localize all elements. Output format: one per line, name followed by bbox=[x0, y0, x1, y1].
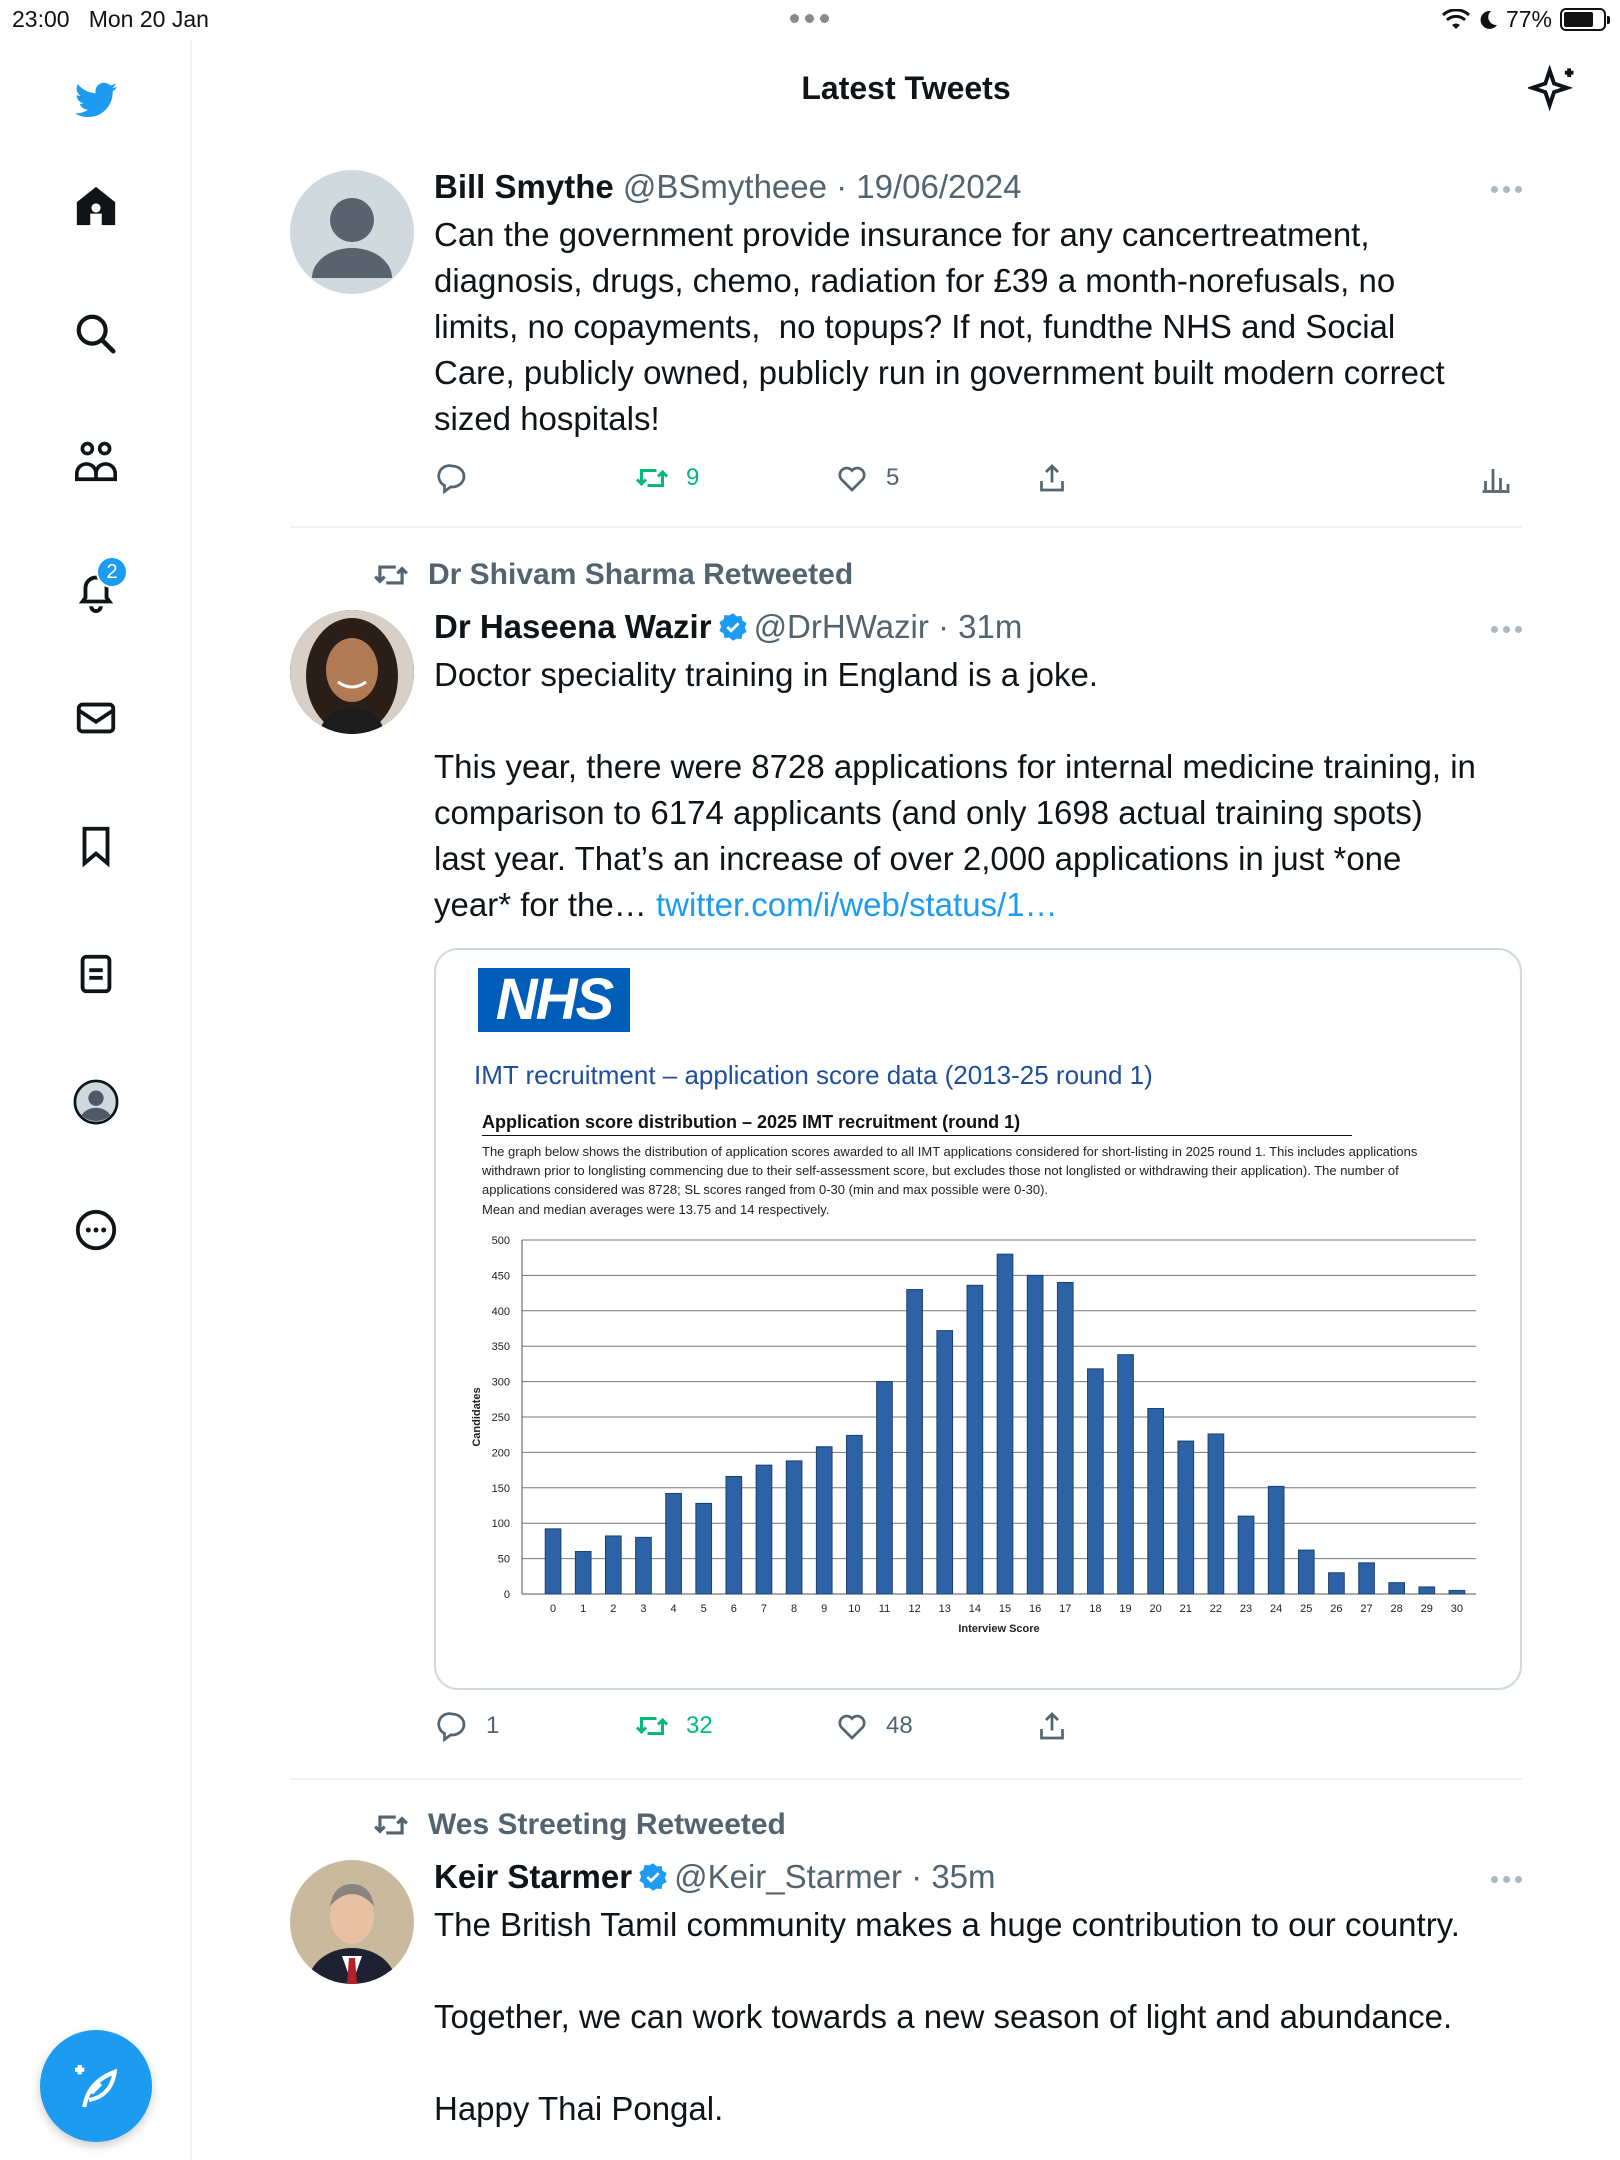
compose-tweet-button[interactable] bbox=[40, 2030, 152, 2142]
x-tick-label: 17 bbox=[1059, 1603, 1072, 1615]
score-distribution-chart bbox=[466, 1220, 1486, 1640]
battery-percent: 77% bbox=[1505, 6, 1552, 32]
reply-icon bbox=[434, 460, 470, 496]
verified-badge-icon bbox=[718, 612, 748, 642]
tweet-header bbox=[434, 168, 1522, 212]
bar-score-28 bbox=[1389, 1583, 1405, 1594]
retweet-icon bbox=[372, 556, 410, 594]
x-axis-label: Interview Score bbox=[958, 1623, 1040, 1635]
x-tick-label: 10 bbox=[848, 1603, 861, 1615]
retweet-icon bbox=[372, 1806, 410, 1844]
chart-note: The graph below shows the distribution of application scores awarded to all IMT applications considered for short-listing in 2025 round 1. This includes applications withdrawn prior to longlisting commencing due to their self-assessment score, but excludes those not longlisted or withdrawing their application). The number of applications considered was 8728; SL scores ranged from 0-30 (min and max possible were 0-30). bbox=[482, 1144, 1418, 1197]
x-tick-label: 14 bbox=[968, 1603, 981, 1615]
retweet-icon bbox=[634, 1708, 670, 1744]
x-tick-label: 26 bbox=[1330, 1603, 1343, 1615]
avatar[interactable] bbox=[290, 1860, 414, 1984]
y-tick-label: 50 bbox=[497, 1553, 510, 1566]
bar-score-8 bbox=[786, 1461, 802, 1594]
multitasking-dots[interactable] bbox=[790, 14, 829, 23]
x-tick-label: 15 bbox=[998, 1603, 1012, 1615]
chart-mean-note: Mean and median averages were 13.75 and 14 respectively. bbox=[482, 1202, 830, 1217]
bar-score-13 bbox=[937, 1331, 953, 1594]
tweet-actions bbox=[434, 1708, 1522, 1758]
communities-icon[interactable] bbox=[66, 432, 126, 492]
y-tick-label: 300 bbox=[491, 1376, 510, 1389]
x-tick-label: 7 bbox=[760, 1603, 768, 1615]
tweet-actions bbox=[434, 460, 1522, 510]
tweet-text: The British Tamil community makes a huge contribution to our country. Together, we can work towards a new season of light and abundance. Happy Thai Pongal. bbox=[434, 1906, 1460, 2127]
x-tick-label: 12 bbox=[908, 1603, 921, 1615]
x-tick-label: 29 bbox=[1420, 1603, 1433, 1615]
tweet-text: Doctor speciality training in England is a joke. This year, there were 8728 applications for internal medicine training, in comparison to 6174 applicants (and only 1698 actual training spots) last year. That’s an increase of over 2,000 applications in just *one year* for the… twitter.com/i/web/status/1… bbox=[434, 656, 1476, 923]
x-tick-label: 1 bbox=[580, 1603, 587, 1615]
bar-score-6 bbox=[726, 1476, 742, 1594]
x-tick-label: 18 bbox=[1089, 1603, 1102, 1615]
notification-badge: 2 bbox=[96, 556, 128, 588]
author-meta: @Keir_Starmer · 35m bbox=[674, 1858, 996, 1895]
home-icon[interactable] bbox=[66, 176, 126, 236]
profile-icon[interactable] bbox=[66, 1072, 126, 1132]
bar-score-17 bbox=[1057, 1282, 1073, 1594]
heart-icon bbox=[834, 1708, 870, 1744]
x-tick-label: 20 bbox=[1149, 1603, 1162, 1615]
battery-icon bbox=[1560, 8, 1606, 31]
x-tick-label: 0 bbox=[550, 1603, 557, 1615]
compose-feather-icon bbox=[68, 2058, 124, 2114]
bar-score-2 bbox=[605, 1536, 621, 1594]
twitter-bird-icon[interactable] bbox=[66, 70, 126, 130]
author-name[interactable]: Bill Smythe bbox=[434, 168, 614, 205]
bar-score-0 bbox=[545, 1529, 561, 1594]
bar-score-27 bbox=[1359, 1563, 1375, 1594]
bar-score-20 bbox=[1148, 1409, 1164, 1594]
nhs-logo: NHS bbox=[478, 968, 630, 1032]
author-meta: @DrHWazir · 31m bbox=[753, 608, 1023, 645]
messages-icon[interactable] bbox=[66, 688, 126, 748]
bar-score-21 bbox=[1178, 1441, 1194, 1594]
author-name[interactable]: Keir Starmer bbox=[434, 1858, 633, 1895]
bar-score-23 bbox=[1238, 1516, 1254, 1594]
x-tick-label: 4 bbox=[670, 1603, 677, 1615]
status-time: 23:00 Mon 20 Jan bbox=[12, 6, 209, 32]
tweet-media-image[interactable] bbox=[434, 948, 1522, 1690]
bar-score-14 bbox=[967, 1285, 983, 1594]
y-tick-label: 500 bbox=[491, 1235, 510, 1247]
sparkle-icon[interactable] bbox=[1528, 64, 1580, 116]
sidebar bbox=[0, 40, 192, 2160]
x-tick-label: 21 bbox=[1179, 1603, 1192, 1615]
reply-button[interactable]: 1 bbox=[434, 1708, 499, 1744]
moon-icon bbox=[1478, 9, 1498, 31]
more-icon[interactable] bbox=[66, 1200, 126, 1260]
x-tick-label: 30 bbox=[1450, 1603, 1464, 1615]
x-tick-label: 16 bbox=[1029, 1603, 1042, 1615]
bar-score-15 bbox=[997, 1254, 1013, 1594]
bar-score-11 bbox=[877, 1382, 893, 1594]
x-tick-label: 27 bbox=[1360, 1603, 1373, 1615]
bar-score-24 bbox=[1268, 1486, 1284, 1594]
x-tick-label: 5 bbox=[700, 1603, 707, 1615]
more-options-icon[interactable] bbox=[1491, 186, 1522, 193]
x-tick-label: 24 bbox=[1270, 1603, 1283, 1615]
search-icon[interactable] bbox=[66, 304, 126, 364]
bar-score-16 bbox=[1027, 1275, 1043, 1594]
media-heading: IMT recruitment – application score data (2013-25 round 1) bbox=[474, 1060, 1153, 1090]
like-button[interactable]: 48 bbox=[834, 1708, 913, 1744]
analytics-button[interactable] bbox=[1478, 460, 1514, 496]
x-tick-label: 6 bbox=[730, 1603, 737, 1615]
y-tick-label: 0 bbox=[503, 1589, 510, 1601]
share-icon bbox=[1034, 1708, 1070, 1744]
reply-icon bbox=[434, 1708, 470, 1744]
x-tick-label: 23 bbox=[1239, 1603, 1253, 1615]
bar-score-5 bbox=[696, 1503, 712, 1594]
lists-icon[interactable] bbox=[66, 944, 126, 1004]
bar-score-25 bbox=[1298, 1550, 1314, 1594]
share-button[interactable] bbox=[1034, 460, 1070, 496]
bar-score-29 bbox=[1419, 1587, 1435, 1594]
bar-score-1 bbox=[575, 1552, 591, 1594]
avatar[interactable] bbox=[290, 170, 414, 294]
bar-score-22 bbox=[1208, 1434, 1224, 1594]
bar-score-9 bbox=[816, 1447, 832, 1594]
more-options-icon[interactable] bbox=[1491, 626, 1522, 633]
x-tick-label: 9 bbox=[821, 1603, 828, 1615]
retweet-button[interactable]: 9 bbox=[634, 460, 699, 496]
bar-score-26 bbox=[1329, 1573, 1345, 1594]
y-tick-label: 400 bbox=[491, 1305, 510, 1318]
retweet-button[interactable]: 32 bbox=[634, 1708, 713, 1744]
bar-score-18 bbox=[1088, 1369, 1104, 1594]
tweet-text: Can the government provide insurance for any cancertreatment, diagnosis, drugs, chemo, radiation for £39 a month-norefusals, no limits, no copayments, no topups? If not, fundthe NHS and Social Care, publicly owned, publicly run in government built modern correct sized hospitals! bbox=[434, 216, 1445, 437]
like-button[interactable]: 5 bbox=[834, 460, 899, 496]
x-tick-label: 13 bbox=[938, 1603, 951, 1615]
notifications-icon[interactable] bbox=[66, 560, 126, 620]
chart-title: Application score distribution – 2025 IMT recruitment (round 1) bbox=[482, 1112, 1352, 1136]
tweet-link[interactable]: twitter.com/i/web/status/1… bbox=[655, 886, 1058, 923]
y-tick-label: 450 bbox=[491, 1270, 510, 1283]
share-icon bbox=[1034, 460, 1070, 496]
bar-score-4 bbox=[666, 1493, 682, 1594]
retweeted-by[interactable]: Dr Shivam Sharma Retweeted bbox=[372, 556, 853, 594]
author-name[interactable]: Dr Haseena Wazir bbox=[434, 608, 712, 645]
verified-badge-icon bbox=[638, 1862, 668, 1892]
retweet-icon bbox=[634, 460, 670, 496]
bookmark-icon[interactable] bbox=[66, 816, 126, 876]
bar-score-30 bbox=[1449, 1590, 1465, 1594]
wifi-icon bbox=[1442, 9, 1470, 31]
bar-score-12 bbox=[907, 1290, 923, 1594]
status-bar bbox=[0, 0, 1620, 40]
reply-button[interactable] bbox=[434, 460, 486, 496]
page-title: Latest Tweets bbox=[801, 70, 1011, 106]
x-tick-label: 3 bbox=[640, 1603, 647, 1615]
y-tick-label: 150 bbox=[491, 1482, 510, 1495]
y-tick-label: 200 bbox=[491, 1447, 510, 1460]
y-axis-label: Candidates bbox=[471, 1387, 483, 1447]
x-tick-label: 25 bbox=[1300, 1603, 1313, 1615]
x-tick-label: 28 bbox=[1390, 1603, 1403, 1615]
retweeted-by[interactable]: Wes Streeting Retweeted bbox=[372, 1806, 786, 1844]
bar-score-7 bbox=[756, 1465, 772, 1594]
bar-score-10 bbox=[847, 1435, 863, 1594]
heart-icon bbox=[834, 460, 870, 496]
y-tick-label: 350 bbox=[491, 1341, 510, 1354]
tweet-header bbox=[434, 1858, 1522, 1902]
analytics-icon bbox=[1478, 460, 1514, 496]
avatar[interactable] bbox=[290, 610, 414, 734]
y-tick-label: 250 bbox=[491, 1412, 510, 1424]
x-tick-label: 11 bbox=[878, 1603, 891, 1615]
x-tick-label: 19 bbox=[1119, 1603, 1132, 1615]
x-tick-label: 8 bbox=[791, 1603, 798, 1615]
author-meta: @BSmytheee · 19/06/2024 bbox=[622, 168, 1022, 205]
bar-score-19 bbox=[1118, 1355, 1134, 1594]
timeline-header bbox=[192, 40, 1620, 140]
tweet-header bbox=[434, 608, 1522, 652]
status-indicators bbox=[1442, 6, 1606, 33]
bar-score-3 bbox=[636, 1537, 652, 1594]
share-button[interactable] bbox=[1034, 1708, 1070, 1744]
y-tick-label: 100 bbox=[491, 1518, 510, 1531]
tweet-divider bbox=[290, 526, 1522, 528]
more-options-icon[interactable] bbox=[1491, 1876, 1522, 1883]
tweet-divider bbox=[290, 1778, 1522, 1780]
x-tick-label: 22 bbox=[1209, 1603, 1223, 1615]
x-tick-label: 2 bbox=[610, 1603, 617, 1615]
